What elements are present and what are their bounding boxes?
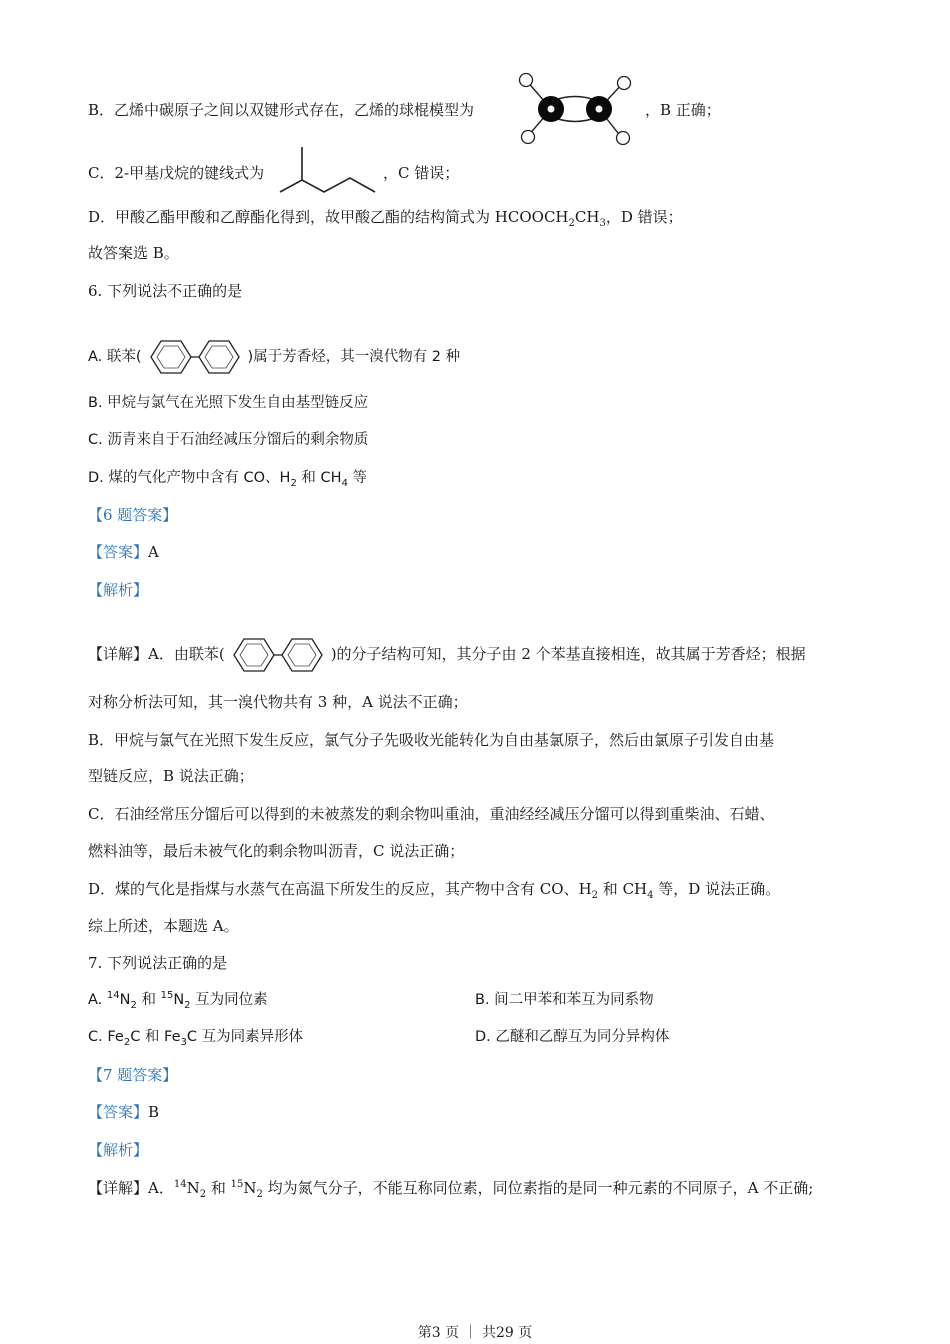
subscript: 2 (591, 890, 599, 901)
answer-value: B (148, 1103, 160, 1121)
ethylformate-post-text: ，D 错误； (605, 208, 683, 226)
q6-option-a (88, 337, 460, 377)
q7-stem-text: 7. 下列说法正确的是 (88, 954, 228, 972)
q6-option-d (88, 468, 367, 488)
option-a-label: A. 联苯( (88, 349, 142, 365)
methylpentane-conclusion (383, 163, 459, 183)
formula-part: N (186, 1179, 200, 1197)
superscript: 15 (230, 1179, 244, 1190)
option-d-text: D. 煤的气化产物中含有 CO、H (88, 470, 291, 486)
answer-summary-text: 故答案选 B。 (88, 244, 179, 262)
q6-detail-d (88, 879, 780, 899)
q6-answer-heading (88, 505, 177, 525)
subscript: 2 (568, 218, 575, 229)
q6-stem-text: 6. 下列说法不正确的是 (88, 282, 243, 300)
option-c-post: C 互为同素异形体 (186, 1029, 304, 1045)
q7-analysis-heading (88, 1140, 148, 1160)
summary-text: 综上所述，本题选 A。 (88, 917, 239, 935)
option-d-text: D. 乙醚和乙醇互为同分异构体 (475, 1029, 670, 1045)
subscript: 2 (290, 477, 297, 489)
answer-value: A (148, 543, 159, 561)
biphenyl-structure (143, 337, 247, 377)
answer-label: 【答案】 (88, 543, 149, 561)
subscript: 2 (199, 1189, 207, 1200)
subscript: 4 (341, 477, 348, 489)
detail-a-text: A．由联苯( (148, 645, 225, 663)
answer-label: 【答案】 (88, 1103, 149, 1121)
ethylene-post-text: ，B 正确； (645, 101, 721, 119)
q6-detail-c2 (88, 841, 464, 861)
ethylene-conclusion (645, 100, 721, 120)
q7-answer-heading (88, 1065, 177, 1085)
formula-part: 和 CH (296, 470, 342, 486)
q6-detail-b1 (88, 730, 774, 750)
answer-heading-text: 【7 题答案】 (88, 1066, 178, 1084)
option-a-text: 互为同位素 (190, 992, 268, 1008)
q7-detail-a (88, 1178, 813, 1198)
subscript: 2 (123, 1036, 131, 1048)
detail-text: D．煤的气化是指煤与水蒸气在高温下所发生的反应，其产物中含有 CO、H (88, 880, 592, 898)
detail-post: 均为氮气分子，不能互称同位素，同位素指的是同一种元素的不同原子，A 不正确; (262, 1179, 814, 1197)
detail-text: 燃料油等，最后未被气化的剩余物叫沥青，C 说法正确； (88, 842, 465, 860)
subscript: 4 (647, 890, 654, 901)
q6-detail-b2 (88, 766, 254, 786)
formula-part: 和 CH (598, 880, 648, 898)
q7-option-d (475, 1027, 669, 1047)
subscript: 2 (256, 1189, 263, 1200)
page-footer (0, 1322, 950, 1342)
q6-detail-a2 (88, 692, 468, 712)
option-d-post: 等 (347, 470, 368, 486)
detail-text: A． (148, 1179, 174, 1197)
q7-stem (88, 953, 227, 973)
subscript: 3 (599, 218, 606, 229)
formula-part: N (119, 992, 131, 1008)
q6-option-c (88, 430, 368, 450)
q6-detail-c1 (88, 804, 774, 824)
ethylene-ball-stick-model (512, 70, 642, 148)
formula-part: N (173, 992, 185, 1008)
formula-part: C 和 Fe (130, 1029, 181, 1045)
ethylene-text: B．乙烯中碳原子之间以双键形式存在，乙烯的球棍模型为 (88, 101, 475, 119)
biphenyl-structure (226, 635, 330, 675)
superscript: 14 (173, 1179, 187, 1190)
methylpentane-post-text: ，C 错误； (383, 164, 460, 182)
answer-heading-text: 【6 题答案】 (88, 506, 178, 524)
option-b-text: B. 间二甲苯和苯互为同系物 (475, 992, 654, 1008)
analysis-label: 【解析】 (88, 1141, 149, 1159)
formula-part: 和 (206, 1179, 231, 1197)
q6-detail-a (88, 635, 806, 675)
ethylene-line (88, 100, 474, 120)
page-number: 第3 页 ｜ 共29 页 (417, 1325, 533, 1341)
formula-part: 和 (136, 992, 161, 1008)
superscript: 14 (106, 990, 120, 1002)
formula-part: N (243, 1179, 257, 1197)
option-c-text: C. 沥青来自于石油经减压分馏后的剩余物质 (88, 432, 369, 448)
answer-summary-b (88, 243, 179, 263)
methylpentane-skeletal-formula (275, 143, 383, 198)
detail-text: C．石油经常压分馏后可以得到的未被蒸发的剩余物叫重油，重油经经减压分馏可以得到重柴油、石蜡、 (88, 805, 775, 823)
q7-answer (88, 1102, 159, 1122)
q6-stem (88, 281, 242, 301)
option-c-text: C. Fe (88, 1029, 124, 1045)
option-a-text: )属于芳香烃，其一溴代物有 2 种 (247, 349, 461, 365)
detail-text: B．甲烷与氯气在光照下发生反应，氯气分子先吸收光能转化为自由基氯原子，然后由氯原子引发自由基 (88, 731, 775, 749)
superscript: 15 (160, 990, 174, 1002)
q6-analysis-heading (88, 580, 148, 600)
ethylformate-line (88, 207, 683, 227)
q6-answer (88, 542, 159, 562)
subscript: 2 (130, 999, 137, 1011)
option-b-text: B. 甲烷与氯气在光照下发生自由基型链反应 (88, 395, 369, 411)
detail-a-post: )的分子结构可知，其分子由 2 个苯基直接相连，故其属于芳香烃；根据 (330, 645, 806, 663)
formula-part: CH (574, 208, 600, 226)
detail-text: 型链反应，B 说法正确； (88, 767, 254, 785)
methylpentane-text: C．2-甲基戊烷的键线式为 (88, 164, 265, 182)
q7-option-b (475, 990, 654, 1010)
option-a-label: A. (88, 992, 107, 1008)
detail-post: 等，D 说法正确。 (653, 880, 781, 898)
q6-summary (88, 916, 239, 936)
detail-text: 对称分析法可知，其一溴代物共有 3 种，A 说法不正确； (88, 693, 468, 711)
subscript: 2 (184, 999, 191, 1011)
subscript: 3 (180, 1036, 187, 1048)
methylpentane-line (88, 163, 264, 183)
detail-label: 【详解】 (88, 645, 149, 663)
q7-option-a (88, 990, 268, 1010)
q6-option-b (88, 393, 368, 413)
q7-option-c (88, 1027, 303, 1047)
detail-label: 【详解】 (88, 1179, 149, 1197)
analysis-label: 【解析】 (88, 581, 149, 599)
ethylformate-text: D．甲酸乙酯甲酸和乙醇酯化得到，故甲酸乙酯的结构简式为 HCOOCH (88, 208, 569, 226)
